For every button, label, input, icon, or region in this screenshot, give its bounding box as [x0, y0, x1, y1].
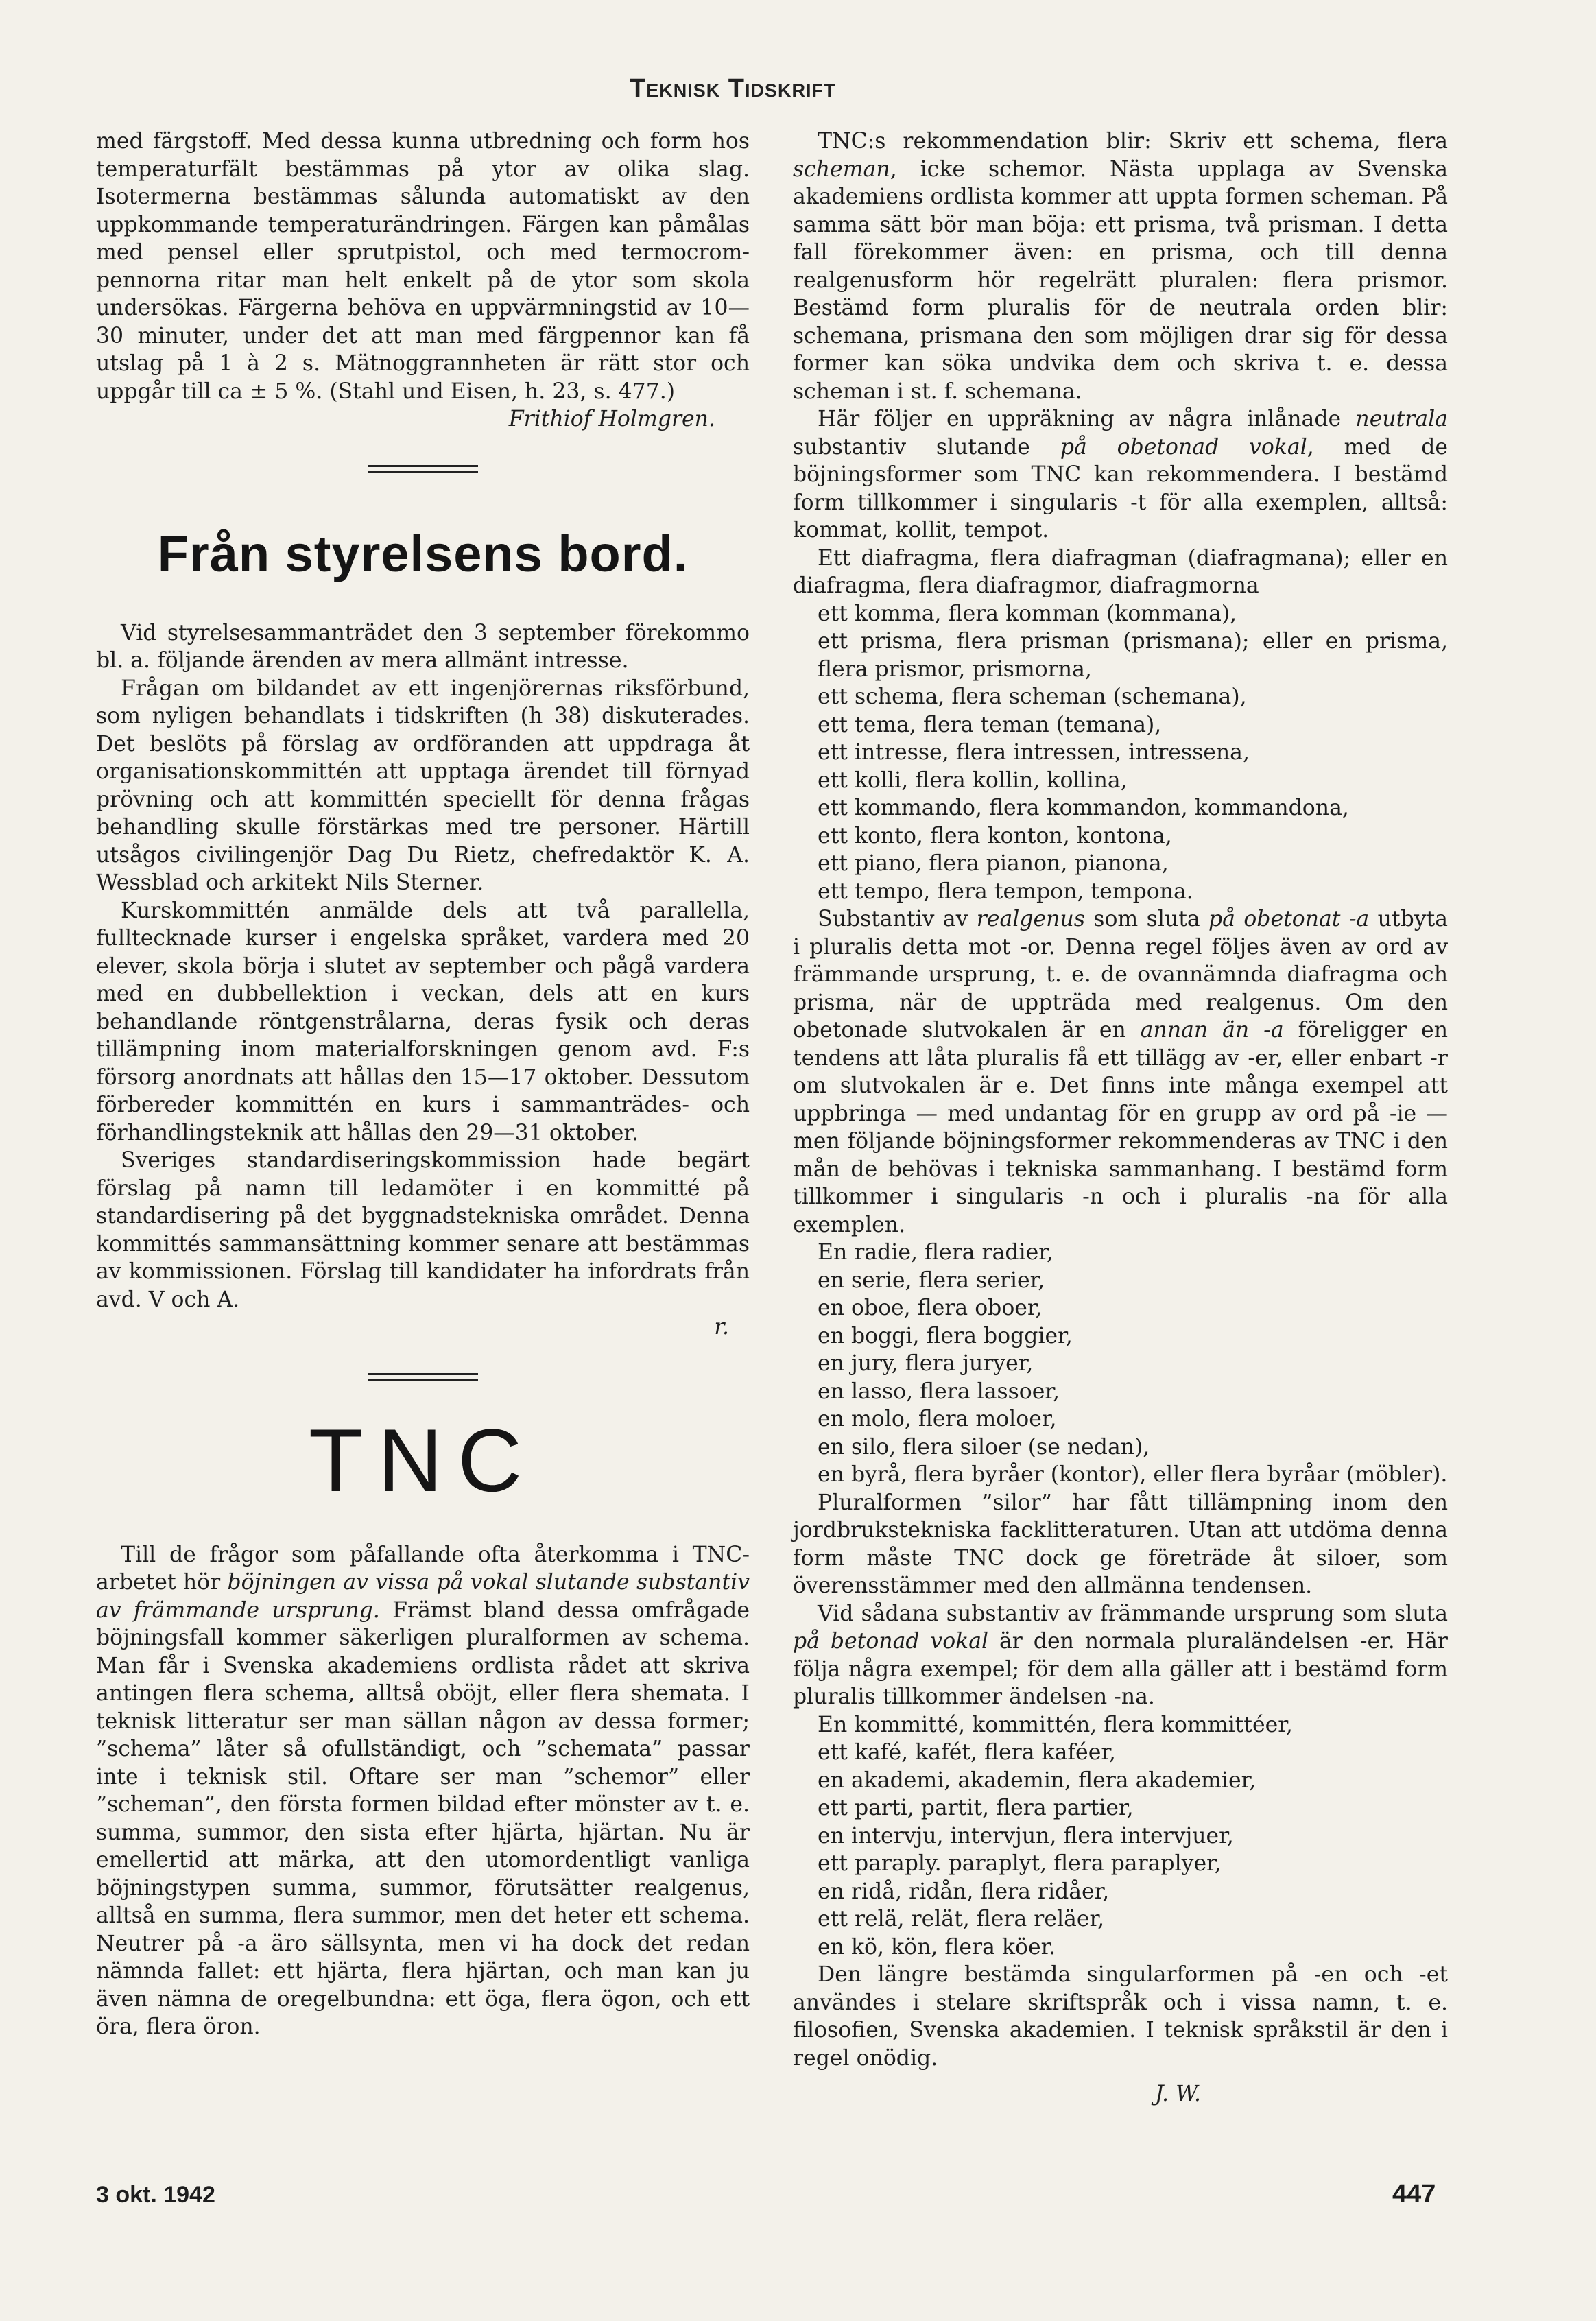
list-item: ett piano, flera pianon, pianona, — [818, 851, 1169, 876]
list-item: en lasso, flera lassoer, — [818, 1379, 1060, 1404]
list-item: En radie, flera radier, — [818, 1240, 1053, 1265]
list-item: en silo, flera siloer (se nedan), — [818, 1434, 1150, 1460]
list-item: ett parti, partit, flera partier, — [818, 1796, 1134, 1820]
double-rule — [368, 465, 478, 473]
list-item: ett kolli, flera kollin, kollina, — [818, 767, 1128, 793]
section-signature: r. — [714, 1315, 729, 1340]
list-item: ett tema, flera teman (temana), — [818, 712, 1162, 737]
list-item: en molo, flera moloer, — [818, 1407, 1057, 1431]
list-item: ett prisma, flera prisman (prismana); eller en prisma, flera prismor, prismorna, — [818, 629, 1448, 682]
paragraph: Den längre bestämda singularformen på -en och -et användes i stelare skriftspråk och i vissa namn, t. e. filosofien, Svenska akademien. I teknisk språkstil är den i regel onödig. — [793, 1962, 1448, 2071]
paragraph: Vid styrelsesammanträdet den 3 september förekommo bl. a. följande ärenden av mera allmänt intresse. — [96, 620, 750, 673]
paragraph: Kurskommittén anmälde dels att två parallella, fulltecknade kurser i engelska språket, vardera med 20 elever, skola börja i slutet av september och pågå vardera med en dubbellektion i veckan, dels att en kurs behandlande röntgenstrålarna, deras fysik och deras tillämpning inom materialforskningen genom avd. F:s försorg anordnats att hållas den 15—17 oktober. Dessutom förbereder kommittén en kurs i sammanträdes- och förhandlingsteknik att hållas den 29—31 oktober. — [96, 898, 750, 1145]
list-item: en jury, flera juryer, — [818, 1351, 1034, 1376]
list-item: ett kafé, kafét, flera kaféer, — [818, 1740, 1116, 1765]
paragraph: Till de frågor som påfallande ofta återkomma i TNC-arbetet hör böjningen av vissa på vokal slutande substantiv av främmande ursprung. Främst bland dessa omfrågade böjningsfall kommer säkerligen pluralformen av schema. Man får i Svenska akademiens ordlista rådet att skriva antingen flera schema, alltså oböjt, eller flera shemata. I teknisk litteratur ser man sällan någon av dessa former; ”schema” låter så ofullständigt, och ”schemata” passar inte i teknisk stil. Oftare ser man ”schemor” eller ”scheman”, den första formen bildad efter mönster av t. e. summa, summor, den sista efter hjärta, hjärtan. Nu är emellertid att märka, att den utomordentligt vanliga böjningstypen summa, summor, förutsätter realgenus, alltså en summa, flera summor, men det heter ett schema. Neutrer på -a äro sällsynta, men vi ha dock det redan nämnda fallet: ett hjärta, flera hjärtan, och man kan ju även nämna de oregelbundna: ett öga, flera ögon, och ett öra, flera öron. — [96, 1542, 750, 2039]
paragraph: Vid sådana substantiv av främmande ursprung som sluta på betonad vokal är den normala pluraländelsen -er. Här följa några exempel; för dem alla gäller att i bestämd form pluralis tillkommer ändelsen -na. — [793, 1601, 1448, 1709]
section-title-styrelsens-bord: Från styrelsens bord. — [157, 525, 689, 582]
right-column — [793, 128, 1448, 2108]
list-item: en boggi, flera boggier, — [818, 1323, 1073, 1348]
list-item: ett intresse, flera intressen, intressena, — [818, 740, 1250, 765]
example-list-neutrala — [793, 600, 1448, 906]
intro-signature: Frithiof Holmgren. — [508, 407, 715, 431]
list-item: ett paraply. paraplyt, flera paraplyer, — [818, 1851, 1222, 1876]
list-item: ett tempo, flera tempon, tempona. — [818, 879, 1193, 904]
section-divider — [96, 1342, 750, 1412]
example-list-betonad — [793, 1711, 1448, 1962]
double-rule — [368, 1373, 478, 1381]
section-signature: J. W. — [1154, 2082, 1201, 2106]
list-item: en oboe, flera oboer, — [818, 1296, 1043, 1320]
list-item: en serie, flera serier, — [818, 1267, 1045, 1293]
list-item: ett komma, flera komman (kommana), — [818, 601, 1237, 626]
paragraph: Ett diafragma, flera diafragman (diafragmana); eller en diafragma, flera diafragmor, diafragmorna — [793, 545, 1448, 598]
list-item: ett schema, flera scheman (schemana), — [818, 685, 1247, 709]
list-item: En kommitté, kommittén, flera kommittéer, — [818, 1712, 1293, 1737]
paragraph: Substantiv av realgenus som sluta på obetonat -a utbyta i pluralis detta mot -or. Denna regel följes även av ord av främmande ursprung, t. e. de ovannämnda diafragma och prisma, när de uppträda med realgenus. Om den obetonade slutvokalen är en annan än -a föreligger en tendens att låta pluralis få ett tillägg av -er, eller enbart -r om slutvokalen är e. Det finns inte många exempel att uppbringa — med undantag för en grupp av ord på -ie — men följande böjningsformer rekommenderas av TNC i den mån de behövas i tekniska sammanhang. I bestämd form tillkommer i singularis -n och i pluralis -na för alla exemplen. — [793, 907, 1448, 1237]
paragraph: Frågan om bildandet av ett ingenjörernas riksförbund, som nyligen behandlats i tidskriften (h 38) diskuterades. Det beslöts på förslag av ordföranden att uppdraga åt organisationskommittén att upptaga ärendet till förnyad prövning och att kommittén speciellt för denna frågas behandling skulle förstärkas med tre personer. Härtill utsågos civilingenjör Dag Du Rietz, chefredaktör K. A. Wessblad och arkitekt Nils Sterner. — [96, 676, 750, 895]
list-item: en akademi, akademin, flera akademier, — [818, 1767, 1256, 1793]
paragraph: Pluralformen ”silor” har fått tillämpning inom den jordbrukstekniska facklitteraturen. Utan att utdöma denna form måste TNC dock ge företräde åt siloer, som överensstämmer med den allmänna tendensen. — [793, 1490, 1448, 1598]
section-title-tnc: TNC — [308, 1409, 538, 1510]
section-divider — [96, 433, 750, 508]
example-list-realgenus — [793, 1239, 1448, 1489]
paragraph: Sveriges standardiseringskommission hade begärt förslag på namn till ledamöter i en kommitté på standardisering på det byggnadstekniska området. Denna kommittés sammansättning kommer senare att bestämmas av kommissionen. Förslag till kandidater ha infordrats från avd. V och A. — [96, 1148, 750, 1312]
list-item: en kö, kön, flera köer. — [818, 1934, 1056, 1960]
issue-date: 3 okt. 1942 — [96, 2182, 215, 2208]
intro-paragraph: med färgstoff. Med dessa kunna utbredning och form hos temperaturfält bestämmas på ytor av olika slag. Isotermerna bestämmas sålunda automatiskt av den uppkommande temperaturändringen. Färgen kan påmålas med pensel eller sprutpistol, och med termocrom-pennorna ritar man helt enkelt på de ytor som skola undersökas. Färgerna behöva en uppvärmningstid av 10—30 minuter, under det att man med färgpennor kan få utslag på 1 à 2 s. Mätnoggrannheten är rätt stor och uppgår till ca ± 5 %. (Stahl und Eisen, h. 23, s. 477.) — [96, 129, 750, 404]
list-item: ett kommando, flera kommandon, kommandona, — [818, 796, 1349, 820]
list-item: en intervju, intervjun, flera intervjuer, — [818, 1823, 1234, 1848]
list-item: ett konto, flera konton, kontona, — [818, 823, 1172, 848]
list-item: en ridå, ridån, flera ridåer, — [818, 1879, 1110, 1904]
list-item: en byrå, flera byråer (kontor), eller flera byråar (möbler). — [818, 1462, 1448, 1487]
paragraph: TNC:s rekommendation blir: Skriv ett schema, flera scheman, icke schemor. Nästa upplaga av Svenska akademiens ordlista kommer att uppta formen scheman. På samma sätt bör man böja: ett prisma, två prisman. I detta fall förekommer även: en prisma, och till denna realgenusform hör regelrätt pluralen: flera prismor. Bestämd form pluralis för de neutrala orden blir: schemana, prismana den som möjligen drar sig för dessa former kan söka undvika dem och skriva t. e. dessa scheman i st. f. schemana. — [793, 129, 1448, 404]
list-item: ett relä, relät, flera reläer, — [818, 1907, 1105, 1931]
journal-header: Teknisk Tidskrift — [630, 74, 836, 103]
paragraph: Här följer en uppräkning av några inlånade neutrala substantiv slutande på obetonad vokal, med de böjningsformer som TNC kan rekommendera. I bestämd form tillkommer i singularis -t för alla exemplen, alltså: kommat, kollit, tempot. — [793, 407, 1448, 543]
page-number: 447 — [1392, 2180, 1436, 2209]
left-column — [96, 128, 750, 2041]
